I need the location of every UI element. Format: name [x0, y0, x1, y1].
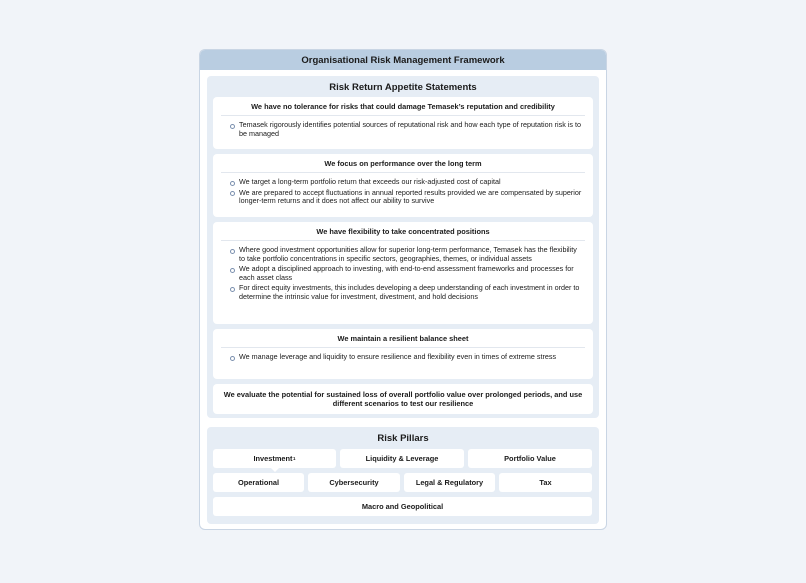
bullet-item: We target a long-term portfolio return that exceeds our risk-adjusted cost of capital	[239, 178, 583, 187]
risk-framework-diagram	[199, 49, 607, 530]
statements-title: Risk Return Appetite Statements	[329, 82, 477, 93]
statement-card-concentrated-positions	[213, 222, 593, 324]
pillars-title: Risk Pillars	[377, 433, 429, 444]
bullet-item: Where good investment opportunities allow for superior long-term performance, Temasek has the flexibility to take portfolio concentrations in specific sectors, geographies, themes, or individual assets	[239, 246, 583, 263]
pillar-liquidity-leverage: Liquidity & Leverage	[340, 449, 464, 468]
statement-bullets	[213, 241, 593, 302]
framework-title: Organisational Risk Management Framework	[200, 50, 606, 70]
statement-card-resilience	[213, 384, 593, 414]
pillar-macro-geopolitical: Macro and Geopolitical	[213, 497, 592, 516]
pillar-portfolio-value: Portfolio Value	[468, 449, 592, 468]
pillar-tax: Tax	[499, 473, 592, 492]
statement-card-balance-sheet	[213, 329, 593, 379]
statement-bullets	[213, 116, 593, 138]
pillar-operational: Operational	[213, 473, 304, 492]
bullet-item: We adopt a disciplined approach to investing, with end-to-end assessment frameworks and processes for each asset class	[239, 265, 583, 282]
statement-title: We have flexibility to take concentrated positions	[316, 227, 490, 236]
bullet-item: We are prepared to accept fluctuations in annual reported results provided we are compensated by superior longer-term returns and it does not affect our ability to survive	[239, 187, 582, 206]
statement-card-reputation	[213, 97, 593, 149]
pillar-investment	[213, 449, 336, 468]
footnote-marker: 1	[293, 456, 296, 461]
statement-title: We focus on performance over the long term	[324, 159, 482, 168]
pillar-cybersecurity: Cybersecurity	[308, 473, 400, 492]
risk-return-appetite-section	[207, 76, 599, 418]
resilience-statement: We evaluate the potential for sustained loss of overall portfolio value over prolonged periods, and use different scenarios to test our resilience	[223, 390, 583, 409]
statement-bullets	[213, 348, 593, 362]
bullet-item: We manage leverage and liquidity to ensure resilience and flexibility even in times of extreme stress	[239, 353, 583, 362]
notch-pointer	[271, 468, 279, 472]
bullet-item: Temasek rigorously identifies potential sources of reputational risk and how each type of reputation risk is to be managed	[239, 121, 583, 138]
risk-pillars-section	[207, 427, 599, 524]
pillar-label: Investment	[253, 454, 293, 463]
statement-title: We maintain a resilient balance sheet	[337, 334, 469, 343]
statement-bullets	[213, 173, 593, 206]
statement-card-long-term	[213, 154, 593, 217]
pillar-legal-regulatory: Legal & Regulatory	[404, 473, 495, 492]
bullet-item: For direct equity investments, this includes developing a deep understanding of each investment in order to determine the intrinsic value for investment, divestment, and hold decisions	[239, 284, 583, 301]
statement-title: We have no tolerance for risks that could damage Temasek’s reputation and credibility	[251, 102, 555, 111]
